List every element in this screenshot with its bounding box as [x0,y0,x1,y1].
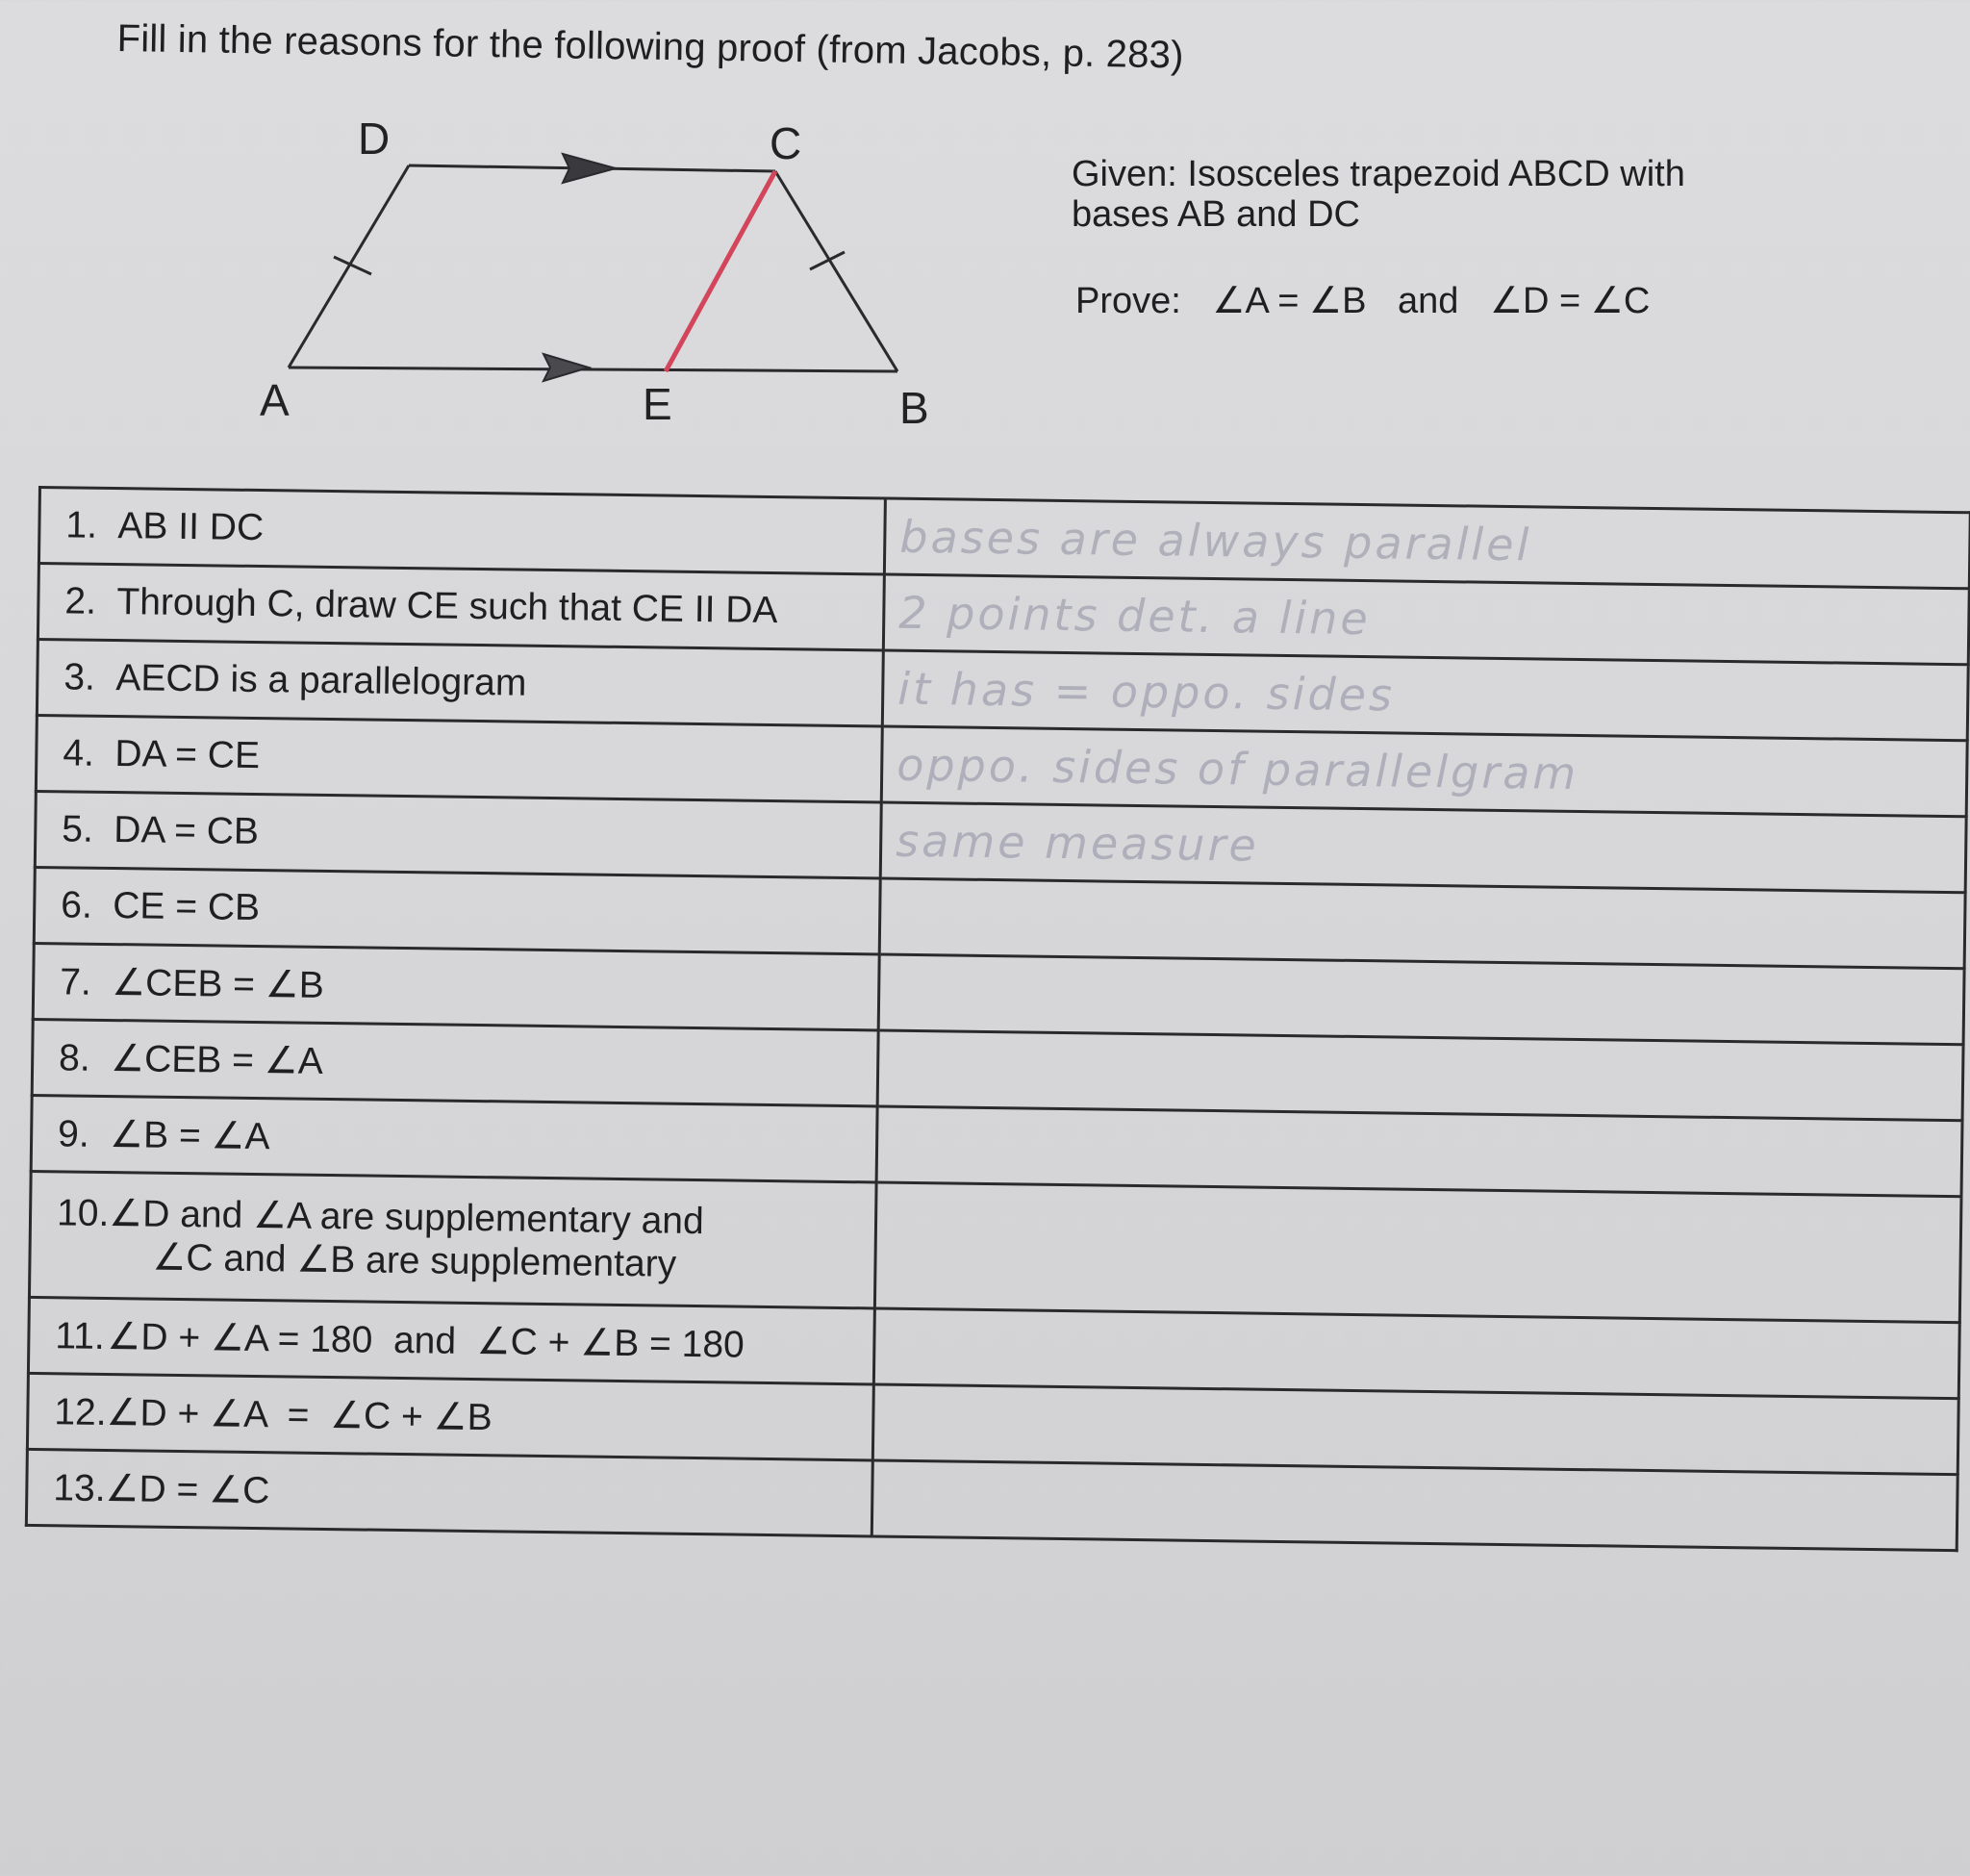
reason-cell[interactable]: 2 points det. a line [883,574,1969,665]
reason-cell[interactable] [878,954,1964,1045]
worksheet-title: Fill in the reasons for the following proof (from Jacobs, p. 283) [116,17,1184,77]
statement-cell [33,943,879,1029]
statement-text: DA = CB [114,809,260,853]
statement-text: ∠D + ∠A = ∠C + ∠B [106,1391,492,1438]
step-number: 9. [57,1112,89,1155]
statement-text: Through C, draw CE such that CE II DA [116,581,778,632]
step-number: 7. [59,960,92,1003]
step-number: 8. [58,1036,91,1079]
vertex-label-c: C [770,118,802,168]
vertex-label-b: B [899,383,929,433]
statement-text: ∠D + ∠A = 180 and ∠C + ∠B = 180 [107,1315,745,1366]
step-number: 1. [65,504,98,546]
given-statement [1072,154,1685,235]
prove-conjunction: and [1398,281,1459,321]
vertex-label-a: A [260,375,290,425]
segment-ce [666,171,775,371]
statement-text: ∠D = ∠C [105,1467,270,1511]
step-number: 10. [56,1192,110,1235]
reason-cell[interactable] [877,1030,1963,1121]
parallel-arrow-dc [563,154,616,183]
trapezoid-diagram [231,106,962,433]
statement-cell [28,1297,874,1383]
step-number: 5. [62,808,94,850]
reason-cell[interactable]: bases are always parallel [884,498,1970,589]
step-number: 6. [61,884,93,926]
given-line-1: Given: Isosceles trapezoid ABCD with [1072,154,1685,194]
statement-cell [38,488,885,574]
reason-cell[interactable] [872,1384,1958,1475]
prove-label: Prove: [1075,281,1181,321]
statement-cell [36,715,882,801]
reason-cell[interactable] [879,878,1965,969]
statement-text: DA = CE [114,733,261,777]
prove-part-1: ∠A = ∠B [1212,281,1367,321]
statement-cell [37,640,883,726]
trapezoid-figure [231,106,962,433]
prove-part-2: ∠D = ∠C [1489,281,1651,321]
vertex-label-d: D [358,114,391,164]
step-number: 12. [54,1390,107,1433]
statement-text: ∠CEB = ∠B [111,961,325,1006]
statement-cell [29,1171,876,1307]
step-number: 4. [63,732,95,774]
side-cb [775,171,897,371]
statement-text: ∠CEB = ∠A [110,1037,324,1082]
step-number: 3. [63,656,96,698]
prove-statement [1075,279,1650,322]
statement-text: ∠D and ∠A are supplementary and [109,1193,705,1243]
reason-cell[interactable]: same measure [880,802,1966,893]
statement-cell [26,1449,872,1535]
statement-text: AB II DC [117,505,265,549]
statement-cell [31,1095,877,1181]
reason-cell[interactable]: oppo. sides of parallelgram [881,726,1967,817]
statement-text: AECD is a parallelogram [115,657,527,704]
step-number: 13. [53,1466,106,1509]
proof-row [29,1171,1961,1322]
reason-cell[interactable]: it has = oppo. sides [882,650,1968,741]
reason-cell[interactable] [876,1106,1962,1197]
side-ab [289,368,897,371]
side-da [289,165,409,368]
statement-cell [38,564,884,650]
statement-text: CE = CB [113,885,261,929]
reason-cell[interactable] [873,1308,1959,1399]
statement-cell [32,1019,878,1105]
step-number: 11. [55,1314,106,1357]
proof-table [25,486,1970,1552]
reason-cell[interactable] [874,1182,1961,1323]
statement-cell [27,1373,873,1459]
statement-text-line-2: ∠C and ∠B are supplementary [152,1236,677,1285]
proof-table-container [25,486,1970,1552]
given-line-2: bases AB and DC [1072,194,1360,235]
step-number: 2. [64,580,97,622]
statement-cell [35,791,881,877]
statement-cell [34,867,880,953]
parallel-arrow-ab [543,354,589,381]
reason-cell[interactable] [871,1460,1957,1551]
statement-text: ∠B = ∠A [109,1113,270,1157]
vertex-label-e: E [643,379,672,429]
